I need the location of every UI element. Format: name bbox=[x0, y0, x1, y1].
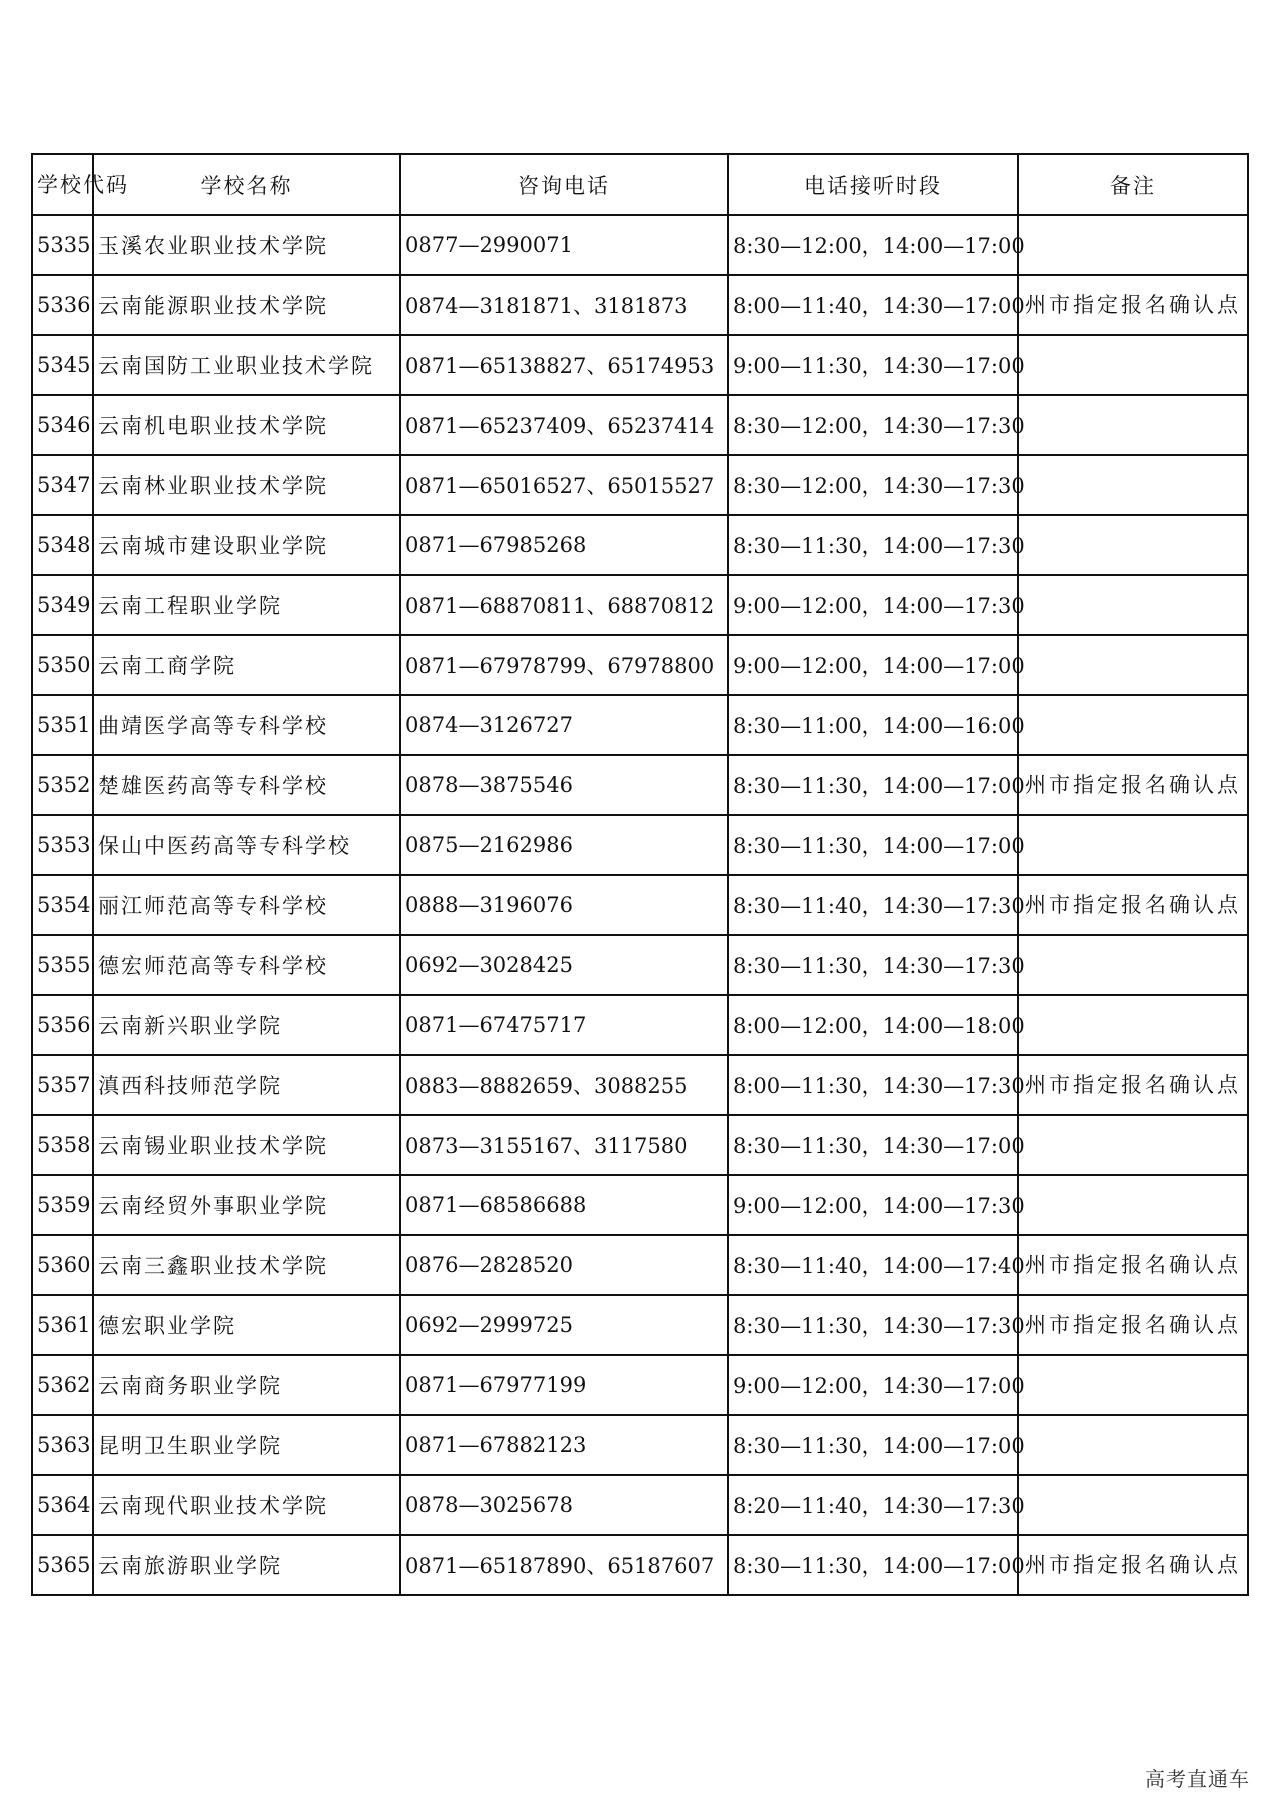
school-code-cell: 5360 bbox=[32, 1235, 93, 1295]
school-name-cell: 玉溪农业职业技术学院 bbox=[93, 215, 400, 275]
table-row bbox=[32, 815, 1248, 875]
phone-cell: 0874—3126727 bbox=[400, 695, 728, 755]
school-name-cell: 云南旅游职业学院 bbox=[93, 1535, 400, 1595]
school-code-cell: 5365 bbox=[32, 1535, 93, 1595]
school-code-cell: 5336 bbox=[32, 275, 93, 335]
phone-cell: 0692—2999725 bbox=[400, 1295, 728, 1355]
phone-cell: 0878—3025678 bbox=[400, 1475, 728, 1535]
table-row bbox=[32, 335, 1248, 395]
school-name-cell: 德宏职业学院 bbox=[93, 1295, 400, 1355]
school-code-cell: 5345 bbox=[32, 335, 93, 395]
school-code-cell: 5350 bbox=[32, 635, 93, 695]
watermark: 高考直通车 bbox=[1145, 1767, 1250, 1791]
hours-cell: 8:30—11:40，14:30—17:30 bbox=[728, 875, 1018, 935]
table-row bbox=[32, 995, 1248, 1055]
note-cell: 州市指定报名确认点 bbox=[1018, 275, 1248, 335]
table-row bbox=[32, 1415, 1248, 1475]
hours-cell: 8:00—11:40，14:30—17:00 bbox=[728, 275, 1018, 335]
header-school-code: 学校代码 bbox=[32, 154, 93, 215]
school-name-cell: 云南现代职业技术学院 bbox=[93, 1475, 400, 1535]
school-code-cell: 5352 bbox=[32, 755, 93, 815]
hours-cell: 8:30—11:30，14:30—17:30 bbox=[728, 935, 1018, 995]
note-cell bbox=[1018, 1355, 1248, 1415]
table-row bbox=[32, 275, 1248, 335]
school-code-cell: 5361 bbox=[32, 1295, 93, 1355]
hours-cell: 8:30—12:00，14:00—17:00 bbox=[728, 215, 1018, 275]
phone-cell: 0871—67985268 bbox=[400, 515, 728, 575]
hours-cell: 8:30—11:00，14:00—16:00 bbox=[728, 695, 1018, 755]
table-row bbox=[32, 1175, 1248, 1235]
phone-cell: 0871—67475717 bbox=[400, 995, 728, 1055]
school-name-cell: 云南能源职业技术学院 bbox=[93, 275, 400, 335]
table-row bbox=[32, 695, 1248, 755]
school-name-cell: 昆明卫生职业学院 bbox=[93, 1415, 400, 1475]
school-name-cell: 云南商务职业学院 bbox=[93, 1355, 400, 1415]
table-row bbox=[32, 875, 1248, 935]
school-code-cell: 5362 bbox=[32, 1355, 93, 1415]
table-row bbox=[32, 1055, 1248, 1115]
table-row bbox=[32, 1235, 1248, 1295]
header-school-name: 学校名称 bbox=[93, 154, 400, 215]
table-row bbox=[32, 215, 1248, 275]
note-cell bbox=[1018, 1475, 1248, 1535]
school-code-cell: 5359 bbox=[32, 1175, 93, 1235]
hours-cell: 8:30—11:30，14:00—17:30 bbox=[728, 515, 1018, 575]
note-cell bbox=[1018, 335, 1248, 395]
note-cell bbox=[1018, 815, 1248, 875]
table-row bbox=[32, 755, 1248, 815]
hours-cell: 8:30—12:00，14:30—17:30 bbox=[728, 395, 1018, 455]
school-name-cell: 云南城市建设职业学院 bbox=[93, 515, 400, 575]
hours-cell: 8:30—11:30，14:00—17:00 bbox=[728, 1535, 1018, 1595]
school-name-cell: 云南机电职业技术学院 bbox=[93, 395, 400, 455]
note-cell: 州市指定报名确认点 bbox=[1018, 1295, 1248, 1355]
phone-cell: 0692—3028425 bbox=[400, 935, 728, 995]
hours-cell: 9:00—12:00，14:00—17:30 bbox=[728, 1175, 1018, 1235]
school-name-cell: 楚雄医药高等专科学校 bbox=[93, 755, 400, 815]
hours-cell: 8:30—11:30，14:00—17:00 bbox=[728, 755, 1018, 815]
table-header-row bbox=[32, 154, 1248, 215]
school-code-cell: 5356 bbox=[32, 995, 93, 1055]
header-hours: 电话接听时段 bbox=[728, 154, 1018, 215]
school-contact-table bbox=[31, 153, 1249, 1596]
school-code-cell: 5358 bbox=[32, 1115, 93, 1175]
note-cell bbox=[1018, 1415, 1248, 1475]
school-name-cell: 滇西科技师范学院 bbox=[93, 1055, 400, 1115]
table-row bbox=[32, 515, 1248, 575]
school-name-cell: 云南三鑫职业技术学院 bbox=[93, 1235, 400, 1295]
school-name-cell: 云南国防工业职业技术学院 bbox=[93, 335, 400, 395]
school-code-cell: 5354 bbox=[32, 875, 93, 935]
table-row bbox=[32, 395, 1248, 455]
table-body bbox=[32, 215, 1248, 1595]
note-cell bbox=[1018, 935, 1248, 995]
phone-cell: 0874—3181871、3181873 bbox=[400, 275, 728, 335]
school-code-cell: 5357 bbox=[32, 1055, 93, 1115]
school-code-cell: 5348 bbox=[32, 515, 93, 575]
table-row bbox=[32, 1295, 1248, 1355]
school-name-cell: 保山中医药高等专科学校 bbox=[93, 815, 400, 875]
table-row bbox=[32, 1535, 1248, 1595]
school-name-cell: 云南林业职业技术学院 bbox=[93, 455, 400, 515]
school-name-cell: 曲靖医学高等专科学校 bbox=[93, 695, 400, 755]
phone-cell: 0875—2162986 bbox=[400, 815, 728, 875]
hours-cell: 8:30—11:40，14:00—17:40 bbox=[728, 1235, 1018, 1295]
phone-cell: 0878—3875546 bbox=[400, 755, 728, 815]
note-cell bbox=[1018, 395, 1248, 455]
hours-cell: 8:30—12:00，14:30—17:30 bbox=[728, 455, 1018, 515]
note-cell bbox=[1018, 455, 1248, 515]
phone-cell: 0888—3196076 bbox=[400, 875, 728, 935]
phone-cell: 0883—8882659、3088255 bbox=[400, 1055, 728, 1115]
phone-cell: 0871—67882123 bbox=[400, 1415, 728, 1475]
school-code-cell: 5353 bbox=[32, 815, 93, 875]
school-name-cell: 德宏师范高等专科学校 bbox=[93, 935, 400, 995]
header-note: 备注 bbox=[1018, 154, 1248, 215]
school-code-cell: 5349 bbox=[32, 575, 93, 635]
school-name-cell: 丽江师范高等专科学校 bbox=[93, 875, 400, 935]
table-row bbox=[32, 575, 1248, 635]
note-cell bbox=[1018, 1175, 1248, 1235]
school-name-cell: 云南工商学院 bbox=[93, 635, 400, 695]
note-cell bbox=[1018, 215, 1248, 275]
hours-cell: 8:30—11:30，14:30—17:00 bbox=[728, 1115, 1018, 1175]
table-row bbox=[32, 1115, 1248, 1175]
school-code-cell: 5364 bbox=[32, 1475, 93, 1535]
phone-cell: 0871—67977199 bbox=[400, 1355, 728, 1415]
school-name-cell: 云南工程职业学院 bbox=[93, 575, 400, 635]
note-cell bbox=[1018, 635, 1248, 695]
phone-cell: 0877—2990071 bbox=[400, 215, 728, 275]
phone-cell: 0871—68586688 bbox=[400, 1175, 728, 1235]
school-code-cell: 5351 bbox=[32, 695, 93, 755]
note-cell bbox=[1018, 995, 1248, 1055]
note-cell: 州市指定报名确认点 bbox=[1018, 1235, 1248, 1295]
hours-cell: 8:30—11:30，14:00—17:00 bbox=[728, 1415, 1018, 1475]
phone-cell: 0871—65016527、65015527 bbox=[400, 455, 728, 515]
hours-cell: 8:30—11:30，14:30—17:30 bbox=[728, 1295, 1018, 1355]
school-name-cell: 云南锡业职业技术学院 bbox=[93, 1115, 400, 1175]
phone-cell: 0871—68870811、68870812 bbox=[400, 575, 728, 635]
phone-cell: 0871—65138827、65174953 bbox=[400, 335, 728, 395]
hours-cell: 8:20—11:40，14:30—17:30 bbox=[728, 1475, 1018, 1535]
hours-cell: 8:00—11:30，14:30—17:30 bbox=[728, 1055, 1018, 1115]
school-name-cell: 云南经贸外事职业学院 bbox=[93, 1175, 400, 1235]
school-code-cell: 5335 bbox=[32, 215, 93, 275]
phone-cell: 0871—65237409、65237414 bbox=[400, 395, 728, 455]
hours-cell: 9:00—12:00，14:00—17:00 bbox=[728, 635, 1018, 695]
table-row bbox=[32, 1355, 1248, 1415]
school-code-cell: 5347 bbox=[32, 455, 93, 515]
note-cell: 州市指定报名确认点 bbox=[1018, 875, 1248, 935]
phone-cell: 0871—65187890、65187607 bbox=[400, 1535, 728, 1595]
school-code-cell: 5363 bbox=[32, 1415, 93, 1475]
note-cell bbox=[1018, 695, 1248, 755]
hours-cell: 9:00—12:00，14:00—17:30 bbox=[728, 575, 1018, 635]
phone-cell: 0871—67978799、67978800 bbox=[400, 635, 728, 695]
note-cell: 州市指定报名确认点 bbox=[1018, 1535, 1248, 1595]
table-row bbox=[32, 935, 1248, 995]
header-phone: 咨询电话 bbox=[400, 154, 728, 215]
note-cell bbox=[1018, 1115, 1248, 1175]
hours-cell: 8:30—11:30，14:00—17:00 bbox=[728, 815, 1018, 875]
table-row bbox=[32, 455, 1248, 515]
table-row bbox=[32, 635, 1248, 695]
phone-cell: 0873—3155167、3117580 bbox=[400, 1115, 728, 1175]
school-code-cell: 5355 bbox=[32, 935, 93, 995]
note-cell bbox=[1018, 575, 1248, 635]
phone-cell: 0876—2828520 bbox=[400, 1235, 728, 1295]
school-name-cell: 云南新兴职业学院 bbox=[93, 995, 400, 1055]
note-cell: 州市指定报名确认点 bbox=[1018, 1055, 1248, 1115]
school-code-cell: 5346 bbox=[32, 395, 93, 455]
note-cell bbox=[1018, 515, 1248, 575]
hours-cell: 9:00—12:00，14:30—17:00 bbox=[728, 1355, 1018, 1415]
hours-cell: 8:00—12:00，14:00—18:00 bbox=[728, 995, 1018, 1055]
note-cell: 州市指定报名确认点 bbox=[1018, 755, 1248, 815]
hours-cell: 9:00—11:30，14:30—17:00 bbox=[728, 335, 1018, 395]
table-row bbox=[32, 1475, 1248, 1535]
